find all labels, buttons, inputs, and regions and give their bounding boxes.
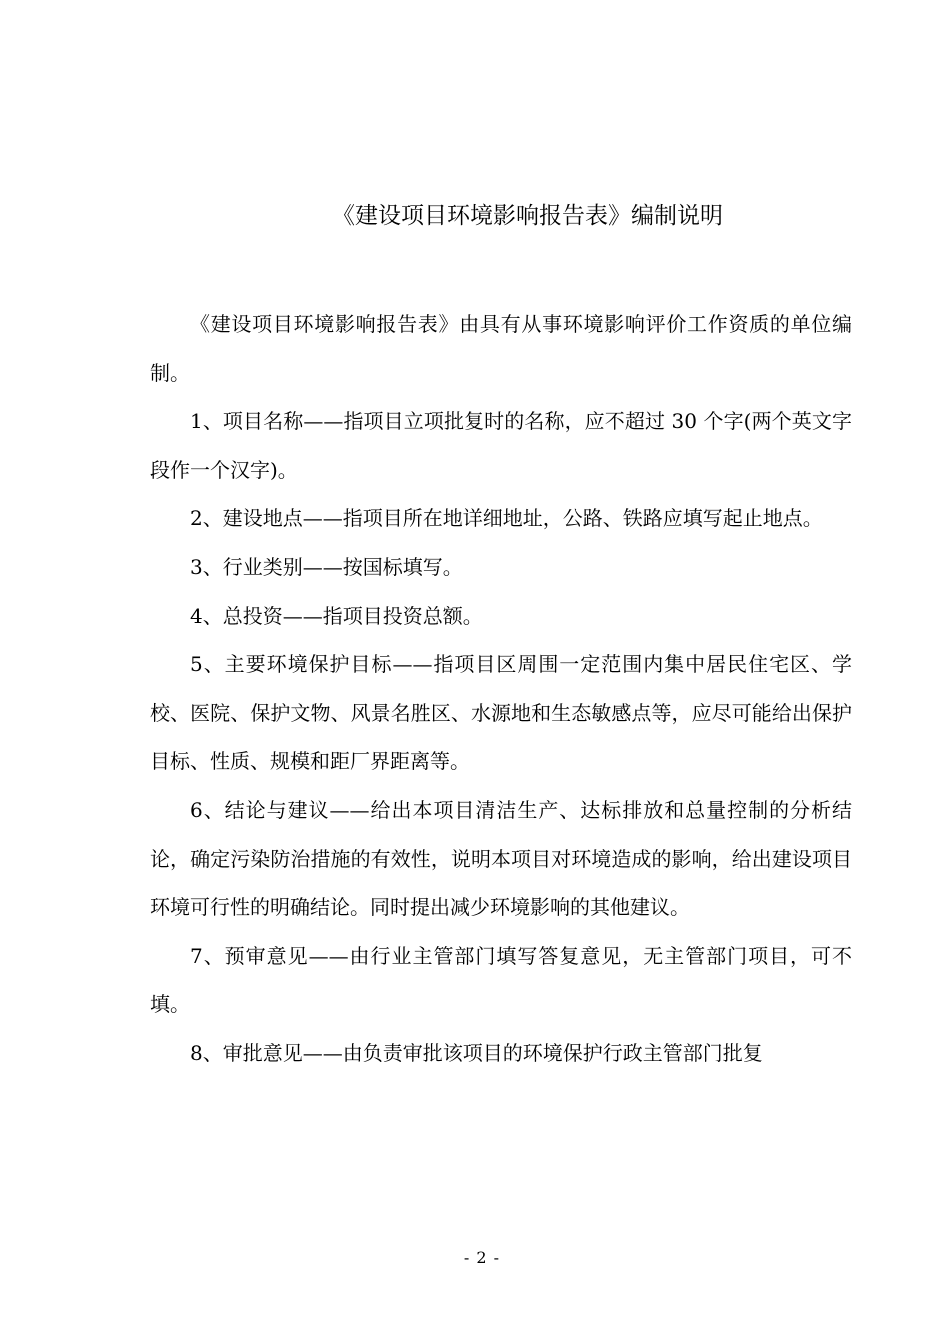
paragraph-project-name: 1、项目名称——指项目立项批复时的名称，应不超过 30 个字(两个英文字段作一个汉字)。: [150, 409, 852, 482]
paragraph-protection-targets: 5、主要环境保护目标——指项目区周围一定范围内集中居民住宅区、学校、医院、保护文物、风景名胜区、水源地和生态敏感点等，应尽可能给出保护目标、性质、规模和距厂界距离等。: [150, 652, 852, 774]
paragraph-industry-category: 3、行业类别——按国标填写。: [190, 554, 463, 579]
paragraph-approval: 8、审批意见——由负责审批该项目的环境保护行政主管部门批复: [190, 1040, 763, 1065]
paragraph-pre-review: 7、预审意见——由行业主管部门填写答复意见，无主管部门项目，可不填。: [150, 943, 852, 1017]
page-number: - 2 -: [463, 1248, 501, 1267]
paragraph-construction-site: 2、建设地点——指项目所在地详细地址，公路、铁路应填写起止地点。: [190, 506, 823, 531]
document-title: 《建设项目环境影响报告表》编制说明: [332, 203, 723, 229]
paragraph-total-investment: 4、总投资——指项目投资总额。: [190, 603, 483, 628]
paragraph-intro: 《建设项目环境影响报告表》由具有从事环境影响评价工作资质的单位编制。: [150, 312, 852, 385]
paragraph-conclusions: 6、结论与建议——给出本项目清洁生产、达标排放和总量控制的分析结论，确定污染防治措施的有效性，说明本项目对环境造成的影响，给出建设项目环境可行性的明确结论。同时提出减少环境影响的其他建议。: [150, 797, 852, 920]
document-body: [150, 300, 852, 1078]
